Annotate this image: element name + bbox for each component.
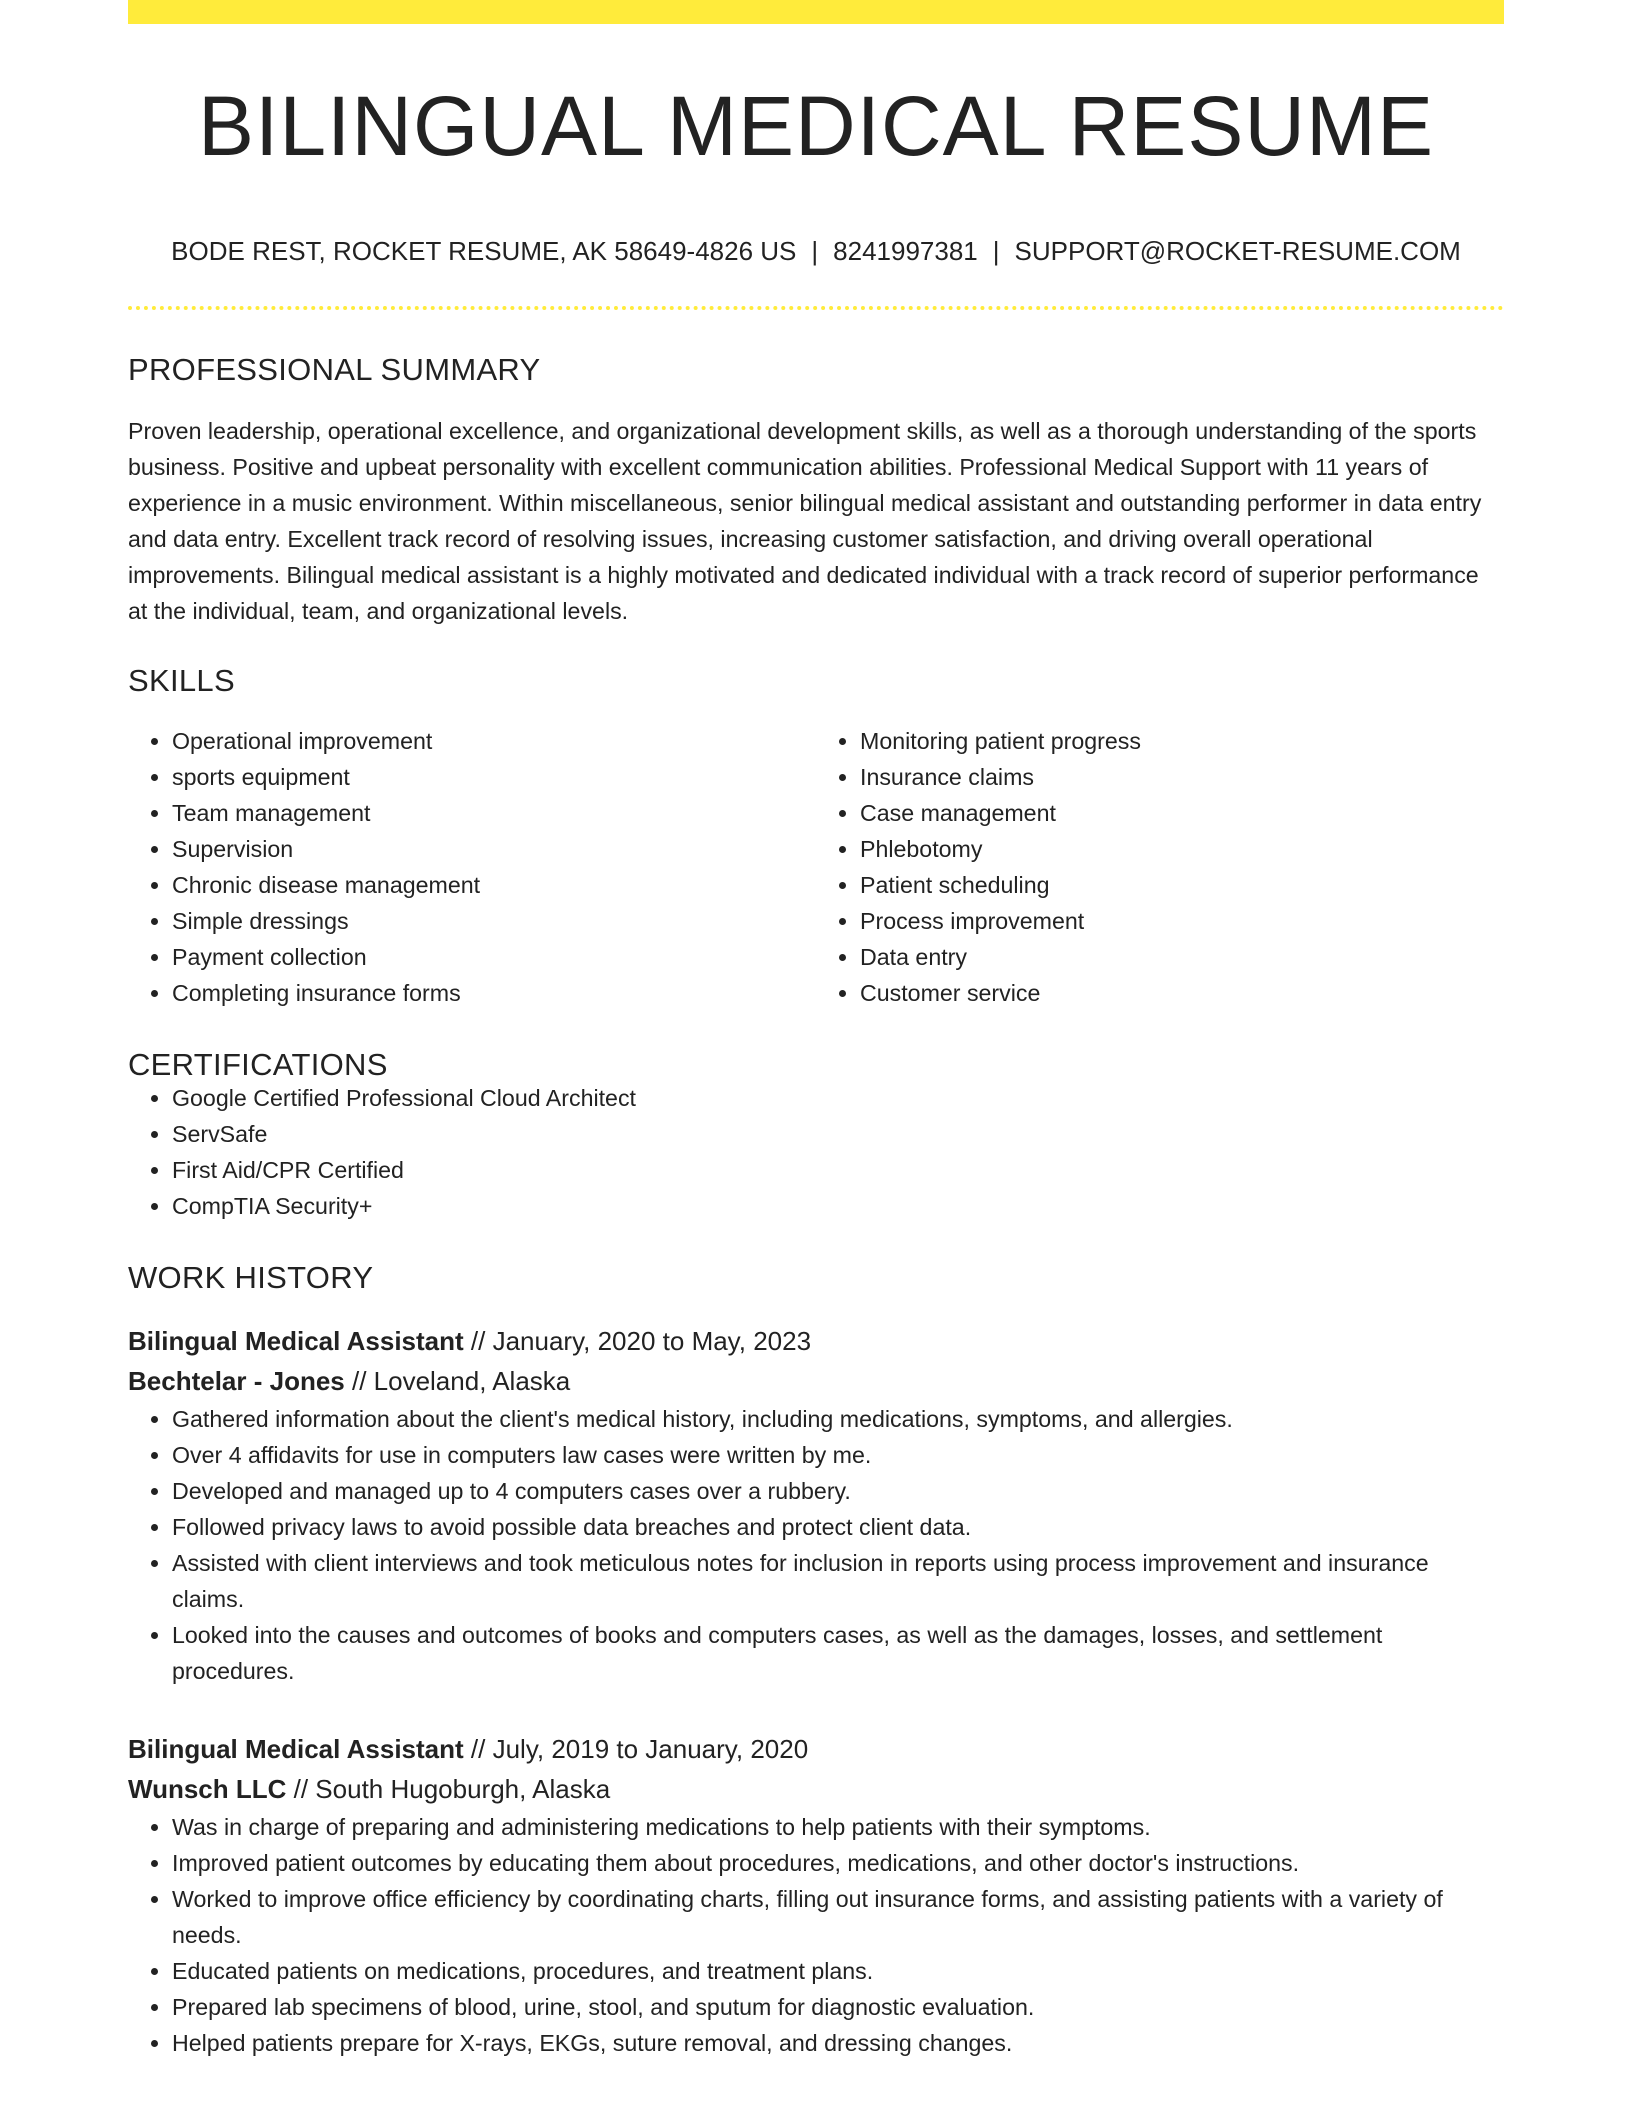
job-dates: // January, 2020 to May, 2023 [470, 1326, 812, 1356]
skill-item: • Case management [860, 795, 1504, 831]
job-role-line [128, 1729, 1504, 1769]
job-company-line [128, 1769, 1504, 1809]
skill-item: • Completing insurance forms [172, 975, 816, 1011]
job-entry [128, 1321, 1504, 1689]
job-duty: • Helped patients prepare for X-rays, EKGs, suture removal, and dressing changes. [172, 2025, 1504, 2061]
job-company: Bechtelar - Jones [128, 1366, 345, 1396]
job-duty: • Educated patients on medications, procedures, and treatment plans. [172, 1953, 1504, 1989]
top-accent-bar [128, 0, 1504, 24]
job-entry [128, 1729, 1504, 2061]
job-dates: // July, 2019 to January, 2020 [470, 1734, 809, 1764]
skill-item: • Process improvement [860, 903, 1504, 939]
skills-columns [128, 723, 1504, 1011]
resume-title: BILINGUAL MEDICAL RESUME [197, 79, 1435, 173]
job-duty: • Prepared lab specimens of blood, urine, stool, and sputum for diagnostic evaluation. [172, 1989, 1504, 2025]
skill-item: • Phlebotomy [860, 831, 1504, 867]
job-duty: • Worked to improve office efficiency by coordinating charts, filling out insurance forms, and assisting patients with a variety of needs. [172, 1881, 1504, 1953]
contact-separator: | [811, 236, 819, 266]
skill-item: • Operational improvement [172, 723, 816, 759]
skill-item: • Chronic disease management [172, 867, 816, 903]
job-company: Wunsch LLC [128, 1774, 287, 1804]
job-duty: • Looked into the causes and outcomes of books and computers cases, as well as the damages, losses, and settlement procedures. [172, 1617, 1504, 1689]
skills-list-right [816, 723, 1504, 1011]
skills-list-left [128, 723, 816, 1011]
job-duty: • Was in charge of preparing and administering medications to help patients with their symptoms. [172, 1809, 1504, 1845]
job-duties-list [128, 1809, 1504, 2061]
certification-item: • First Aid/CPR Certified [172, 1152, 1504, 1188]
job-duty: • Over 4 affidavits for use in computers law cases were written by me. [172, 1437, 1504, 1473]
job-duty: • Improved patient outcomes by educating them about procedures, medications, and other doctor's instructions. [172, 1845, 1504, 1881]
section-title-skills: SKILLS [128, 663, 235, 698]
certifications-list [128, 1080, 1504, 1224]
skill-item: • Insurance claims [860, 759, 1504, 795]
section-title-certifications: CERTIFICATIONS [128, 1047, 388, 1082]
section-title-work-history: WORK HISTORY [128, 1260, 374, 1295]
summary-text: Proven leadership, operational excellence, and organizational development skills, as well as a thorough understanding of the sports business. Positive and upbeat personality with excellent communication abilities. Professional Medical Support with 11 years of experience in a music environment. Within miscellaneous, senior bilingual medical assistant and outstanding performer in data entry and data entry. Excellent track record of resolving issues, increasing customer satisfaction, and driving overall operational improvements. Bilingual medical assistant is a highly motivated and dedicated individual with a track record of superior performance at the individual, team, and organizational levels. [128, 418, 1482, 624]
job-location: // Loveland, Alaska [351, 1366, 571, 1396]
job-role-line [128, 1321, 1504, 1361]
skill-item: • Simple dressings [172, 903, 816, 939]
skill-item: • Monitoring patient progress [860, 723, 1504, 759]
resume-page [128, 0, 1504, 2061]
skill-item: • Patient scheduling [860, 867, 1504, 903]
certifications-section [128, 1049, 1504, 1224]
skill-item: • Payment collection [172, 939, 816, 975]
skill-item: • sports equipment [172, 759, 816, 795]
skill-item: • Customer service [860, 975, 1504, 1011]
job-location: // South Hugoburgh, Alaska [293, 1774, 611, 1804]
job-company-line [128, 1361, 1504, 1401]
job-duty: • Followed privacy laws to avoid possible data breaches and protect client data. [172, 1509, 1504, 1545]
skill-item: • Team management [172, 795, 816, 831]
job-role: Bilingual Medical Assistant [128, 1326, 464, 1356]
job-duty: • Assisted with client interviews and took meticulous notes for inclusion in reports using process improvement and insurance claims. [172, 1545, 1504, 1617]
job-duties-list [128, 1401, 1504, 1689]
contact-address: BODE REST, ROCKET RESUME, AK 58649-4826 US [171, 236, 797, 266]
certification-item: • Google Certified Professional Cloud Architect [172, 1080, 1504, 1116]
job-duty: • Developed and managed up to 4 computers cases over a rubbery. [172, 1473, 1504, 1509]
header-divider [128, 306, 1504, 310]
skills-section [128, 665, 1504, 1011]
contact-email: SUPPORT@ROCKET-RESUME.COM [1014, 236, 1461, 266]
contact-phone: 8241997381 [833, 236, 978, 266]
section-title-summary: PROFESSIONAL SUMMARY [128, 352, 541, 387]
skill-item: • Supervision [172, 831, 816, 867]
skill-item: • Data entry [860, 939, 1504, 975]
contact-line [128, 238, 1504, 264]
job-duty: • Gathered information about the client's medical history, including medications, symptoms, and allergies. [172, 1401, 1504, 1437]
contact-separator: | [992, 236, 1000, 266]
job-role: Bilingual Medical Assistant [128, 1734, 464, 1764]
professional-summary-section [128, 354, 1504, 629]
work-history-section [128, 1262, 1504, 2061]
certification-item: • CompTIA Security+ [172, 1188, 1504, 1224]
certification-item: • ServSafe [172, 1116, 1504, 1152]
